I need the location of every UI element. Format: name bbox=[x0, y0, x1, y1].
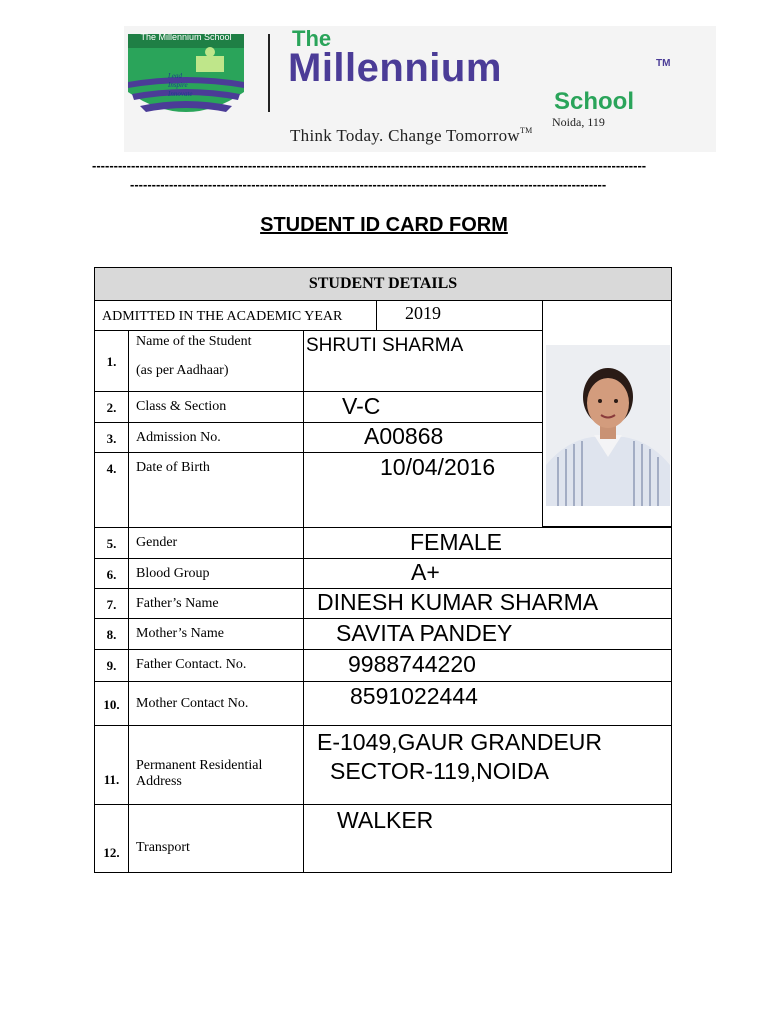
field-value-address: E-1049,GAUR GRANDEUR SECTOR-119,NOIDA bbox=[303, 725, 672, 805]
brand-the: The bbox=[292, 26, 332, 51]
field-value-father-contact: 9988744220 bbox=[303, 649, 672, 682]
row-number: 12. bbox=[94, 804, 129, 873]
form-title: STUDENT ID CARD FORM bbox=[260, 214, 508, 236]
row-number: 8. bbox=[94, 618, 129, 650]
separator-line: -------------------------------------------------------------------------------------------------------------- bbox=[130, 177, 607, 192]
crest-motto: Lead Inspire Innovate bbox=[168, 72, 193, 98]
brand-trademark: TM bbox=[656, 58, 671, 69]
row-number: 9. bbox=[94, 649, 129, 682]
field-label-admission-no: Admission No. bbox=[128, 422, 304, 453]
field-label-address: Permanent Residential Address bbox=[128, 725, 304, 805]
field-value-blood-group: A+ bbox=[303, 558, 672, 589]
row-number: 4. bbox=[94, 452, 129, 528]
field-value-transport: WALKER bbox=[303, 804, 672, 873]
crest-title: The Millennium School bbox=[140, 32, 232, 42]
field-value-admission-no: A00868 bbox=[303, 422, 543, 453]
field-label-blood-group: Blood Group bbox=[128, 558, 304, 589]
row-number: 3. bbox=[94, 422, 129, 453]
field-value-class-section: V-C bbox=[303, 391, 543, 423]
field-label-student-name: Name of the Student (as per Aadhaar) bbox=[128, 330, 304, 392]
field-label-father-name: Father’s Name bbox=[128, 588, 304, 619]
brand-location: Noida, 119 bbox=[552, 115, 605, 129]
field-value-date-of-birth: 10/04/2016 bbox=[303, 452, 543, 528]
brand-name: Millennium bbox=[288, 46, 502, 90]
header-divider bbox=[268, 34, 270, 112]
row-number: 2. bbox=[94, 391, 129, 423]
brand-tagline: Think Today. Change Tomorrow™ bbox=[290, 126, 533, 145]
field-label-gender: Gender bbox=[128, 527, 304, 559]
student-details-table bbox=[94, 267, 672, 873]
student-photo bbox=[546, 345, 670, 506]
brand-school: School bbox=[554, 88, 635, 115]
school-header bbox=[124, 26, 716, 152]
row-number: 5. bbox=[94, 527, 129, 559]
separator-line: -------------------------------------------------------------------------------------------------------------------------------- bbox=[92, 158, 647, 173]
field-label-father-contact: Father Contact. No. bbox=[128, 649, 304, 682]
field-value-father-name: DINESH KUMAR SHARMA bbox=[303, 588, 672, 619]
row-number: 7. bbox=[94, 588, 129, 619]
row-number: 10. bbox=[94, 681, 129, 726]
field-value-gender: FEMALE bbox=[303, 527, 672, 559]
section-header: STUDENT DETAILS bbox=[94, 267, 672, 301]
field-value-student-name: SHRUTI SHARMA bbox=[303, 330, 543, 392]
field-label-date-of-birth: Date of Birth bbox=[128, 452, 304, 528]
row-number: 6. bbox=[94, 558, 129, 589]
field-label-class-section: Class & Section bbox=[128, 391, 304, 423]
field-value-mother-contact: 8591022444 bbox=[303, 681, 672, 726]
field-value-mother-name: SAVITA PANDEY bbox=[303, 618, 672, 650]
field-label-transport: Transport bbox=[128, 804, 304, 873]
academic-year-value: 2019 bbox=[376, 300, 543, 331]
row-number: 1. bbox=[94, 330, 129, 392]
field-label-mother-name: Mother’s Name bbox=[128, 618, 304, 650]
academic-year-label: ADMITTED IN THE ACADEMIC YEAR bbox=[94, 300, 377, 331]
row-number: 11. bbox=[94, 725, 129, 805]
field-label-mother-contact: Mother Contact No. bbox=[128, 681, 304, 726]
